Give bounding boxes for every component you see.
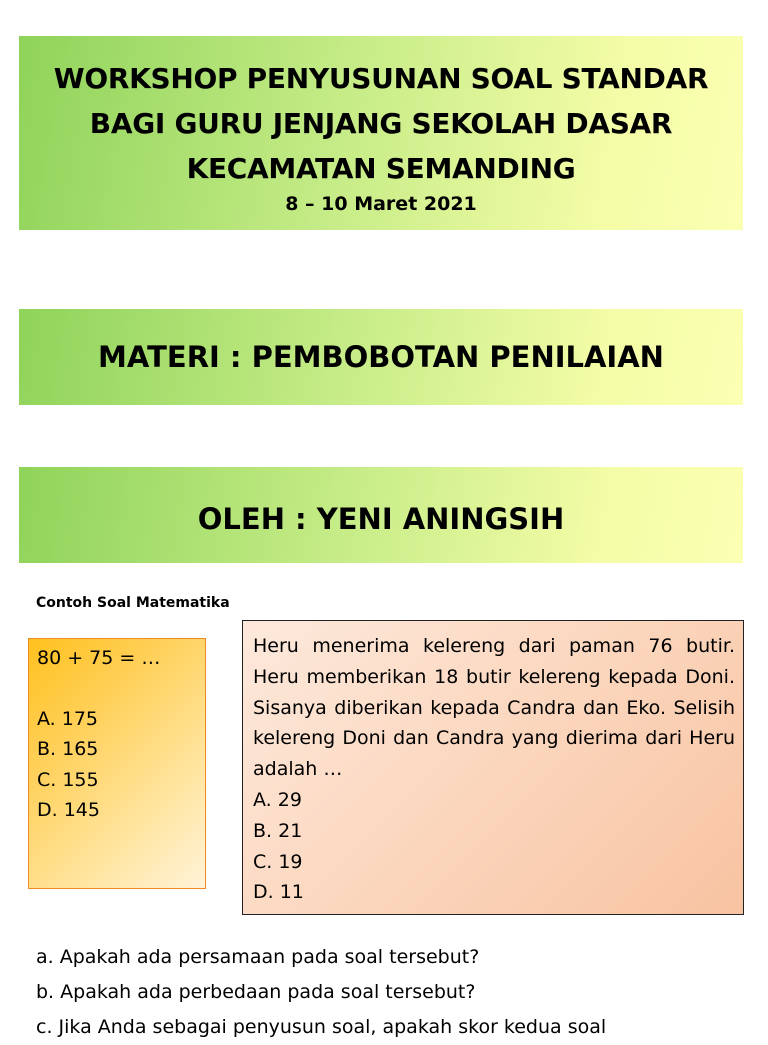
- question-1-text: 80 + 75 = …: [37, 647, 161, 669]
- presenter-text: OLEH : YENI ANINGSIH: [197, 502, 565, 536]
- materi-text: MATERI : PEMBOBOTAN PENILAIAN: [98, 340, 664, 374]
- question-1-option-c: C. 155: [37, 768, 99, 791]
- presenter-banner: [19, 467, 743, 563]
- question-2-text: Heru menerima kelereng dari paman 76 butir. Heru memberikan 18 butir kelereng kepada Doni. Sisanya diberikan kepada Candra dan Eko. Selisih kelereng Doni dan Candra yang dierima dari Heru adalah …: [253, 635, 735, 781]
- example-label: Contoh Soal Matematika: [36, 595, 230, 611]
- question-box-1: [28, 638, 206, 889]
- title-banner: [19, 36, 743, 230]
- title-line-2: BAGI GURU JENJANG SEKOLAH DASAR: [89, 107, 673, 140]
- question-2-option-b: B. 21: [253, 819, 303, 842]
- discussion-question-c: c. Jika Anda sebagai penyusun soal, apakah skor kedua soal: [36, 1016, 607, 1038]
- discussion-question-a: a. Apakah ada persamaan pada soal tersebut?: [36, 946, 480, 968]
- question-1-option-a: A. 175: [37, 707, 99, 730]
- title-line-1: WORKSHOP PENYUSUNAN SOAL STANDAR: [53, 62, 709, 95]
- materi-banner: [19, 309, 743, 405]
- title-line-3: KECAMATAN SEMANDING: [186, 152, 576, 185]
- question-1-option-b: B. 165: [37, 738, 99, 760]
- discussion-question-b: b. Apakah ada perbedaan pada soal tersebut?: [36, 981, 476, 1003]
- question-2-option-d: D. 11: [253, 881, 304, 904]
- question-1-option-d: D. 145: [37, 799, 100, 821]
- question-2-option-c: C. 19: [253, 850, 303, 873]
- event-date: 8 – 10 Maret 2021: [285, 193, 477, 215]
- question-box-2: [242, 620, 744, 915]
- discussion-questions: [36, 940, 756, 1045]
- question-2-option-a: A. 29: [253, 788, 302, 811]
